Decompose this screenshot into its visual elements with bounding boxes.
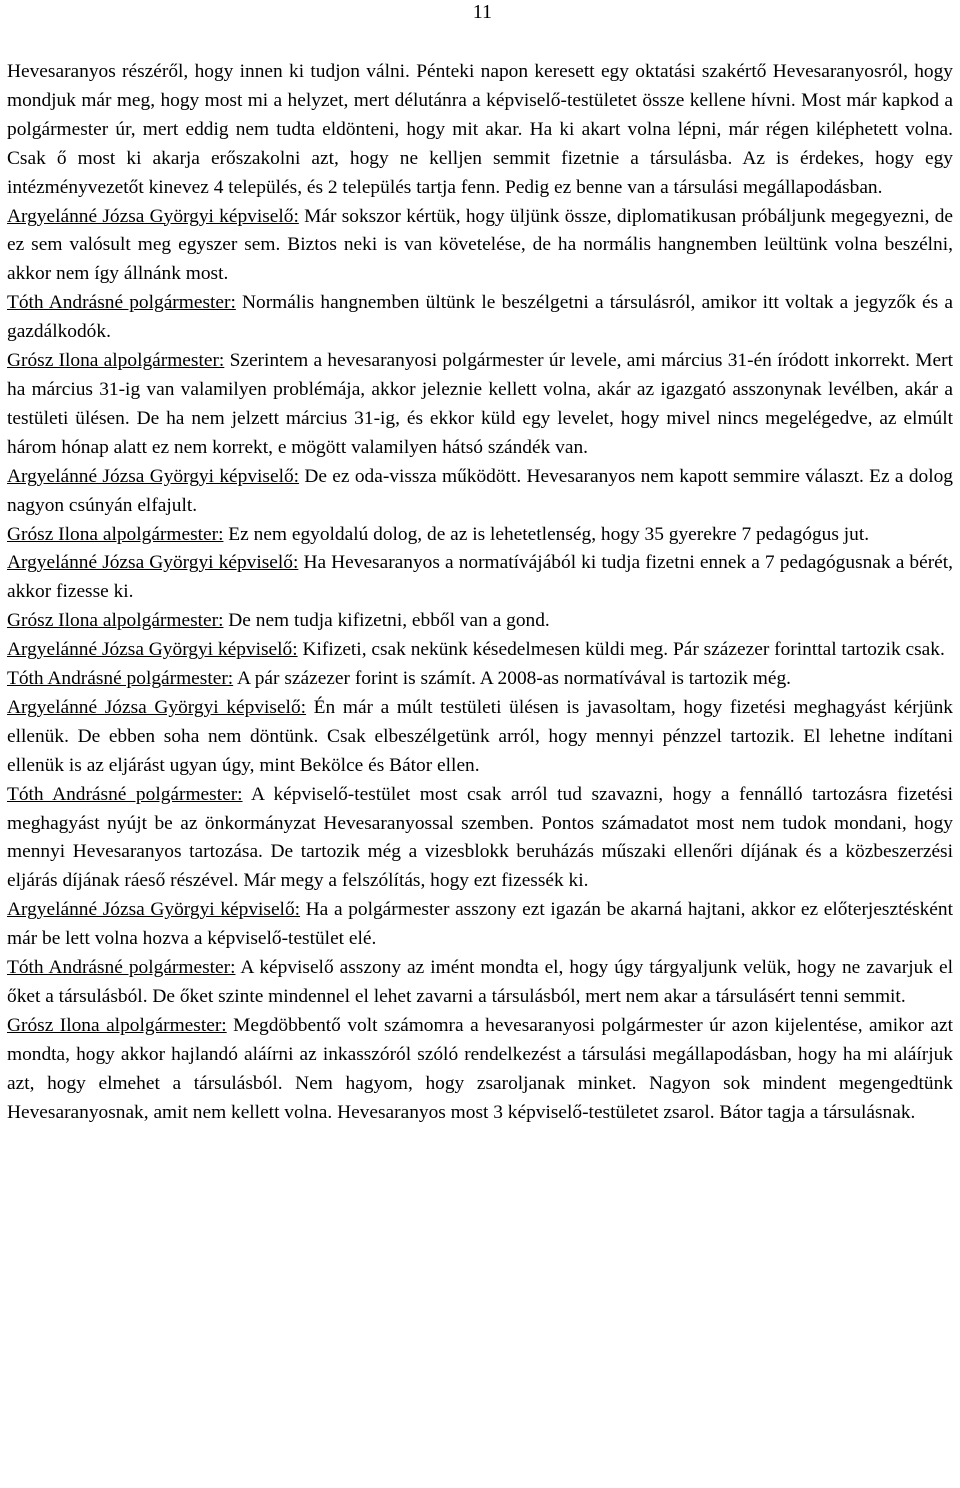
page-number: 11: [472, 1, 492, 23]
statement: [7, 781, 953, 897]
statement: [7, 203, 953, 290]
speaker-name: Grósz Ilona alpolgármester:: [7, 350, 225, 372]
statement: [7, 463, 953, 521]
statement-text: Ha a polgármester asszony ezt igazán be akarná hajtani, akkor ez előterjesztésként már be lett volna hozva a képviselő-testület elé.: [7, 899, 954, 950]
statement-text: Ez nem egyoldalú dolog, de az is lehetetlenség, hogy 35 gyerekre 7 pedagógus jut.: [223, 523, 870, 545]
speaker-name: Argyelánné Józsa Györgyi képviselő:: [7, 205, 299, 227]
statement: [7, 896, 953, 954]
speaker-name: Tóth Andrásné polgármester:: [7, 668, 234, 690]
speaker-name: Grósz Ilona alpolgármester:: [7, 1014, 227, 1036]
statement-text: A képviselő-testület most csak arról tud szavazni, hogy a fennálló tartozásra fizetési meghagyást nyújt be az önkormányzat Hevesaranyossal szemben. Pontos számadatot most nem tudok mondani, hogy mennyi Hevesaranyos tartozása. De tartozik még a vizesblokk beruházás műszaki ellenőri díjának és a közbeszerzési eljárás díjának ráeső részével. Már megy a felszólítás, hogy ezt fizessék ki.: [7, 783, 953, 892]
statement-text: Kifizeti, csak nekünk késedelmesen küldi meg. Pár százezer forinttal tartozik csak.: [297, 639, 945, 661]
document-body: [7, 58, 953, 1128]
speaker-name: Tóth Andrásné polgármester:: [7, 292, 236, 314]
statement-text: Én már a múlt testületi ülésen is javasoltam, hogy fizetési meghagyást kérjünk ellenük. De ebben soha nem döntünk. Csak elbeszélgetünk arról, hogy mennyi pénzzel tartozik. El lehetne indítani ellenük is az eljárást ugyan úgy, mint Bekölce és Bátor ellen.: [7, 696, 953, 776]
statement: [7, 1012, 953, 1128]
statement: [7, 694, 953, 781]
statement-text: Ha Hevesaranyos a normatívájából ki tudja fizetni ennek a 7 pedagógusnak a bérét, akkor fizesse ki.: [7, 552, 954, 603]
speaker-name: Argyelánné Józsa Györgyi képviselő:: [7, 552, 299, 574]
speaker-name: Grósz Ilona alpolgármester:: [7, 523, 224, 545]
statement: [7, 347, 953, 463]
statement-text: De nem tudja kifizetni, ebből van a gond.: [223, 610, 550, 632]
statement: [7, 289, 953, 347]
statement-text: Már sokszor kértük, hogy üljünk össze, diplomatikusan próbáljunk megegyezni, de ez sem valósult meg egyszer sem. Biztos neki is van követelése, de ha normális hangnemben leültünk volna beszélni, akkor nem így állnánk most.: [7, 205, 954, 285]
statement: [7, 549, 953, 607]
speaker-name: Grósz Ilona alpolgármester:: [7, 610, 224, 632]
speaker-name: Argyelánné Józsa Györgyi képviselő:: [7, 639, 298, 661]
speaker-name: Argyelánné Józsa Györgyi képviselő:: [7, 696, 307, 718]
statement-text: A képviselő asszony az imént mondta el, hogy úgy tárgyaljunk velük, hogy ne zavarjuk el őket a társulásból. De őket szinte mindennel el lehet zavarni a társulásból, mert nem akar a társulásért tenni semmit.: [7, 957, 953, 1007]
speaker-name: Tóth Andrásné polgármester:: [7, 783, 243, 805]
statement: [7, 636, 953, 665]
statement: [7, 665, 953, 694]
statement-text: Megdöbbentő volt számomra a hevesaranyosi polgármester úr azon kijelentése, amikor azt mondta, hogy akkor hajlandó aláírni az inkasszóról szóló rendelkezést a társulási megállapodásban, hogy ha mi aláírjuk azt, hogy elmehet a társulásból. Nem hagyom, hogy zsaroljanak minket. Nagyon sok mindent megengedtünk Hevesaranyosnak, amit nem kellett volna. Hevesaranyos most 3 képviselő-testületet zsarol. Bátor tagja a társulásnak.: [7, 1014, 954, 1123]
statement: [7, 521, 953, 550]
opening-paragraph: Hevesaranyos részéről, hogy innen ki tudjon válni. Pénteki napon keresett egy oktatási szakértő Hevesaranyosról, hogy mondjuk már meg, hogy most mi a helyzet, mert délutánra a képviselő-testületet össze kellene hívni. Most már kapkod a polgármester úr, mert eddig nem tudta eldönteni, hogy mit akar. Ha ki akart volna lépni, már régen kiléphetett volna. Csak ő most ki akarja erőszakolni azt, hogy ne kelljen semmit fizetnie a társulásba. Az is érdekes, hogy egy intézményvezetőt kinevez 4 település, és 2 település tartja fenn. Pedig ez benne van a társulási megállapodásban.: [7, 61, 953, 198]
statement-text: Normális hangnemben ültünk le beszélgetni a társulásról, amikor itt voltak a jegyzők és a gazdálkodók.: [7, 292, 953, 343]
speaker-name: Argyelánné Józsa Györgyi képviselő:: [7, 899, 301, 921]
speaker-name: Tóth Andrásné polgármester:: [7, 957, 236, 979]
speaker-name: Argyelánné Józsa Györgyi képviselő:: [7, 465, 300, 487]
statement-text: Szerintem a hevesaranyosi polgármester úr levele, ami március 31-én íródott inkorrekt. Mert ha március 31-ig van valamilyen problémája, akkor jeleznie kellett volna, akár az igazgató asszonynak levélben, akár a testületi ülésen. De ha nem jelzett március 31-ig, és ekkor küld egy levelet, hogy mivel nincs megelégedve, az elmúlt három hónap alatt ez nem korrekt, e mögött valamilyen hátsó szándék van.: [7, 350, 953, 458]
statement: [7, 607, 953, 636]
statement: [7, 954, 953, 1012]
statement-text: De ez oda-vissza működött. Hevesaranyos nem kapott semmire választ. Ez a dolog nagyon csúnyán elfajult.: [7, 465, 954, 516]
statement-text: A pár százezer forint is számít. A 2008-as normatívával is tartozik még.: [233, 668, 792, 690]
